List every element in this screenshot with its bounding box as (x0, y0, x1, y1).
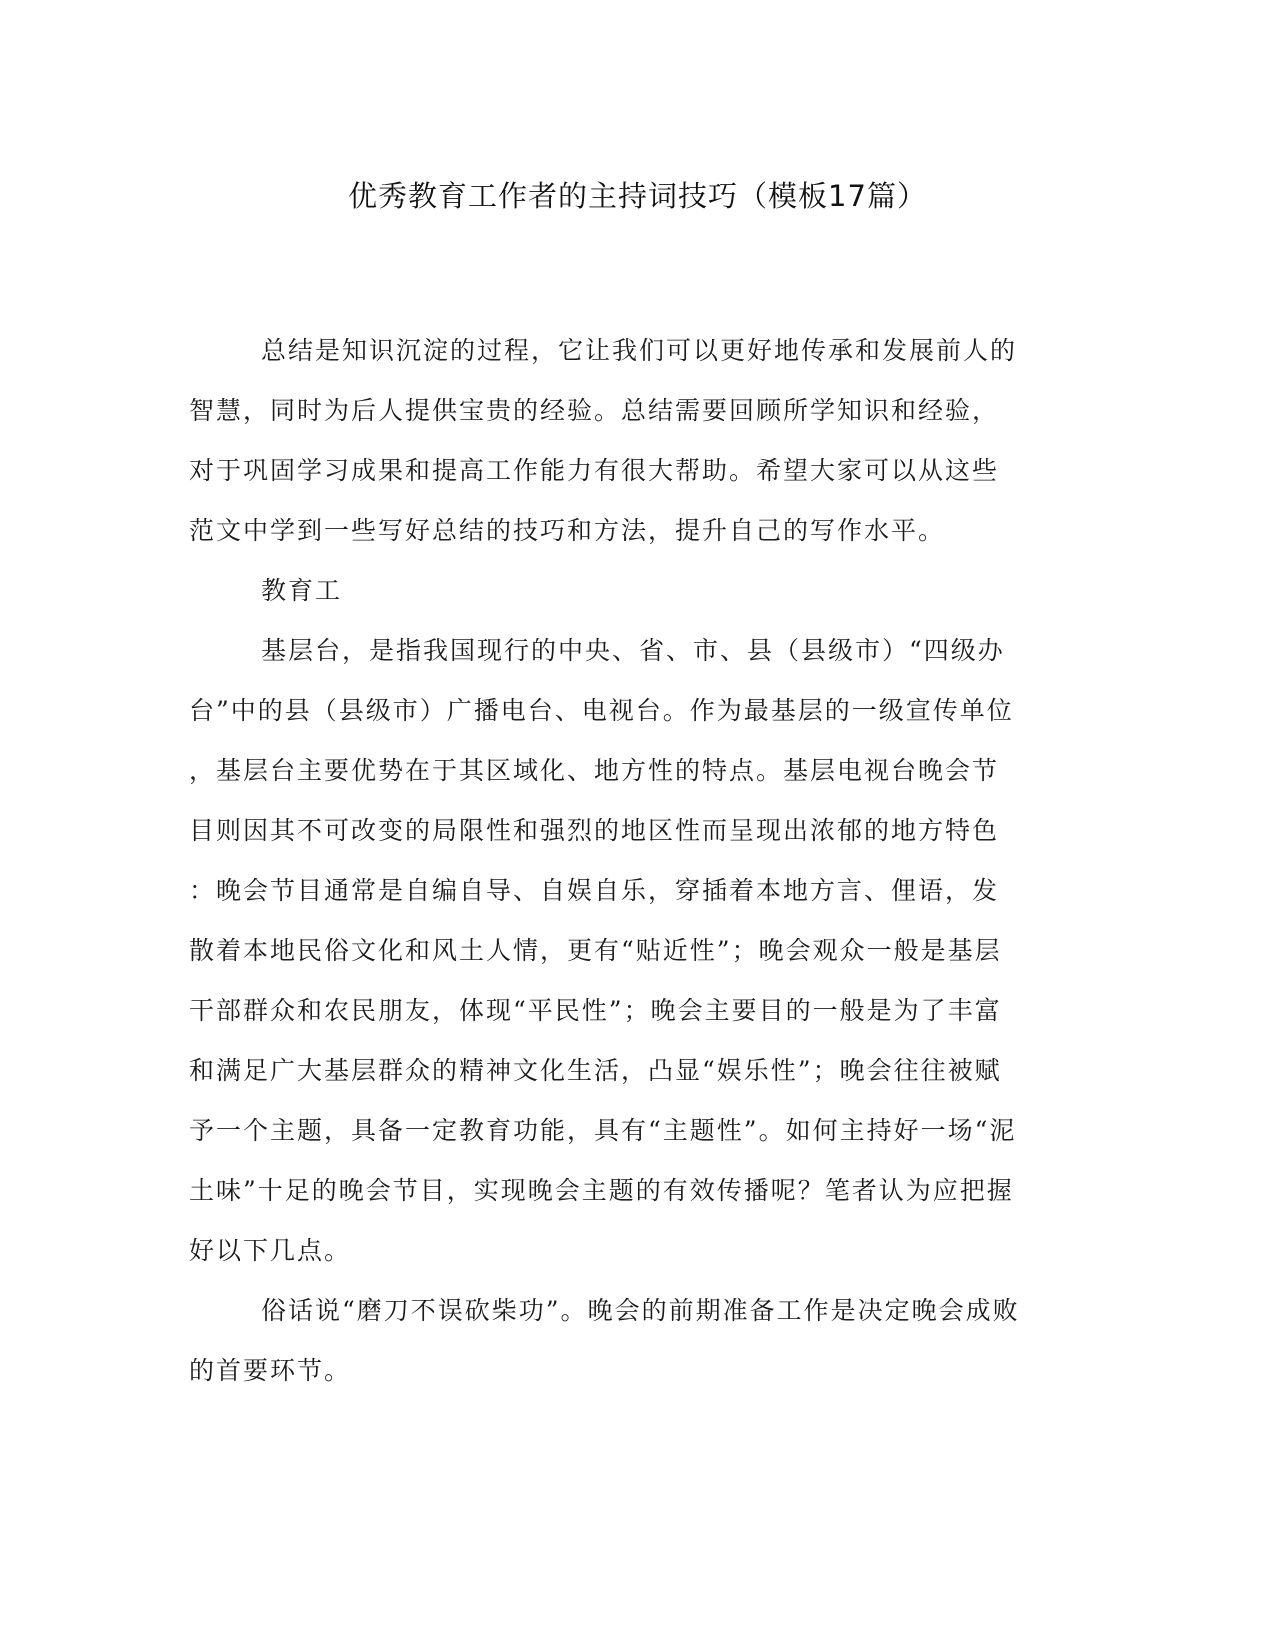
paragraph-line: ：晚会节目通常是自编自导、自娱自乐，穿插着本地方言、俚语，发 (189, 876, 1000, 905)
paragraph-line: 教育工 (261, 576, 343, 605)
paragraph-line: 基层台，是指我国现行的中央、省、市、县（县级市）“四级办 (261, 636, 1005, 665)
paragraph-line: 总结是知识沉淀的过程，它让我们可以更好地传承和发展前人的 (261, 336, 1018, 365)
document-title: 优秀教育工作者的主持词技巧（模板17篇） (348, 179, 927, 213)
document-body (189, 321, 1079, 1401)
paragraph-line: 俗话说“磨刀不误砍柴功”。晚会的前期准备工作是决定晚会成败 (261, 1296, 1020, 1325)
paragraph-line: 智慧，同时为后人提供宝贵的经验。总结需要回顾所学知识和经验， (189, 396, 1000, 425)
paragraph-line: 和满足广大基层群众的精神文化生活，凸显“娱乐性”；晚会往往被赋 (189, 1056, 1002, 1085)
paragraph-line: 台”中的县（县级市）广播电台、电视台。作为最基层的一级宣传单位 (189, 696, 1014, 725)
paragraph-line: ，基层台主要优势在于其区域化、地方性的特点。基层电视台晚会节 (189, 756, 1000, 785)
paragraph-line: 好以下几点。 (189, 1236, 352, 1265)
paragraph-line: 对于巩固学习成果和提高工作能力有很大帮助。希望大家可以从这些 (189, 456, 1000, 485)
paragraph-line: 土味”十足的晚会节目，实现晚会主题的有效传播呢？笔者认为应把握 (189, 1176, 1014, 1205)
paragraph-line: 予一个主题，具备一定教育功能，具有“主题性”。如何主持好一场“泥 (189, 1116, 1017, 1145)
paragraph-line: 的首要环节。 (189, 1356, 352, 1385)
paragraph-line: 散着本地民俗文化和风土人情，更有“贴近性”；晚会观众一般是基层 (189, 936, 1002, 965)
paragraph-line: 目则因其不可改变的局限性和强烈的地区性而呈现出浓郁的地方特色 (189, 816, 1000, 845)
paragraph-line: 干部群众和农民朋友，体现“平民性”；晚会主要目的一般是为了丰富 (189, 996, 1002, 1025)
paragraph-line: 范文中学到一些写好总结的技巧和方法，提升自己的写作水平。 (189, 516, 946, 545)
